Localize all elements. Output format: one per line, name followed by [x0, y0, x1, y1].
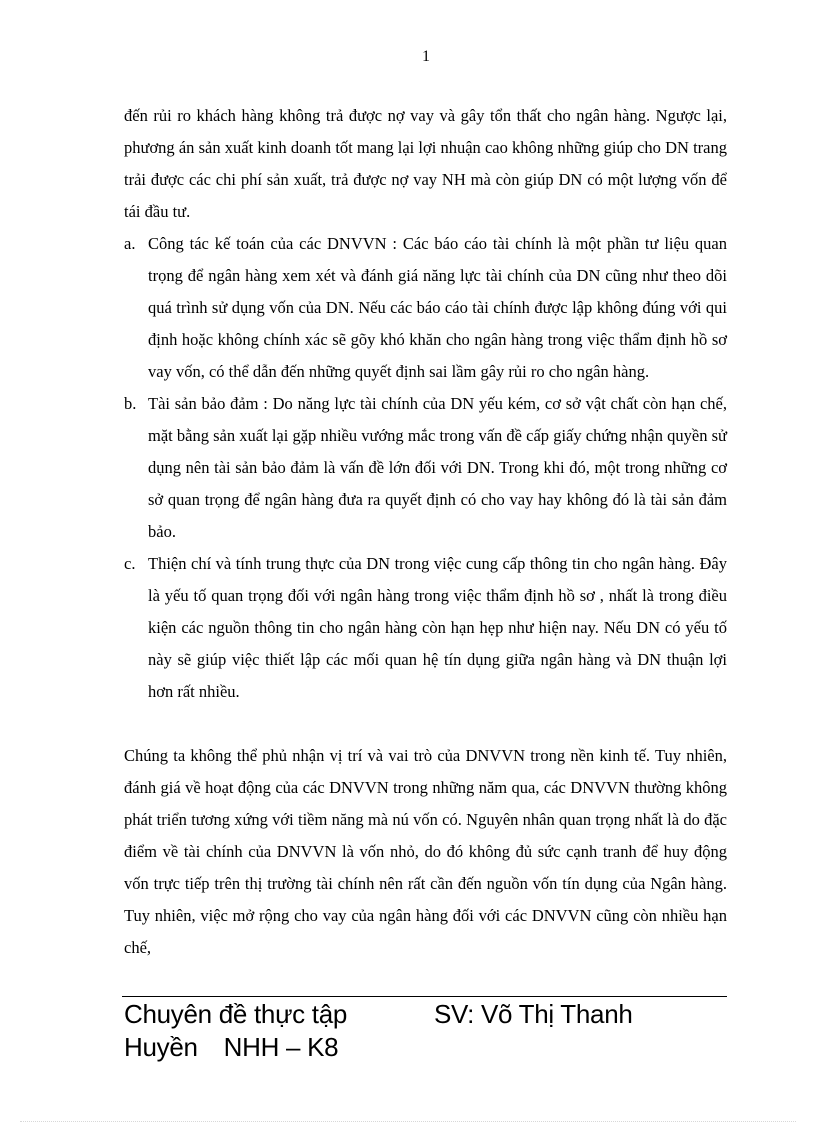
footer-divider [122, 996, 727, 997]
conclusion-paragraph: Chúng ta không thể phủ nhận vị trí và vai trò của DNVVN trong nền kinh tế. Tuy nhiên, đánh giá về hoạt động của các DNVVN trong những năm qua, các DNVVN thường không phát triển tương xứng với tiềm năng mà nú vốn có. Nguyên nhân quan trọng nhất là do đặc điểm về tài chính của DNVVN là vốn nhỏ, do đó không đủ sức cạnh tranh để huy động vốn trực tiếp trên thị trường tài chính nên rất cần đến nguồn vốn tín dụng của Ngân hàng. Tuy nhiên, việc mở rộng cho vay của ngân hàng đối với các DNVVN cũng còn nhiều hạn chế, [124, 746, 727, 957]
footer-class: NHH – K8 [223, 1032, 339, 1062]
list-marker: b. [124, 394, 137, 413]
page-body [124, 100, 727, 964]
page-edge [20, 1121, 796, 1122]
footer-line-1 [124, 998, 684, 1031]
footer-line-2 [124, 1031, 684, 1064]
list-item-text: Tài sản bảo đảm : Do năng lực tài chính của DN yếu kém, cơ sở vật chất còn hạn chế, mặt bằng sản xuất lại gặp nhiều vướng mắc trong vấn đề cấp giấy chứng nhận quyền sử dụng nên tài sản bảo đảm là vấn đề lớn đối với DN. Trong khi đó, một trong những cơ sở quan trọng để ngân hàng đưa ra quyết định có cho vay hay không đó là tài sản đảm bảo. [148, 394, 727, 541]
list-marker: c. [124, 554, 136, 573]
footer-student-name-cont: Huyền [124, 1032, 198, 1062]
paragraph-spacer [124, 708, 727, 740]
list-item-b [124, 388, 727, 548]
page-footer [124, 998, 684, 1064]
list-item-text: Công tác kế toán của các DNVVN : Các báo cáo tài chính là một phần tư liệu quan trọng để ngân hàng xem xét và đánh giá năng lực tài chính của DN cũng như theo dõi quá trình sử dụng vốn của DN. Nếu các báo cáo tài chính được lập không đúng với qui định hoặc không chính xác sẽ gõy khó khăn cho ngân hàng trong việc thẩm định hồ sơ vay vốn, có thể dẫn đến những quyết định sai lầm gây rủi ro cho ngân hàng. [148, 234, 727, 381]
page-number: 1 [422, 48, 430, 65]
list-item-text: Thiện chí và tính trung thực của DN trong việc cung cấp thông tin cho ngân hàng. Đây là yếu tố quan trọng đối với ngân hàng trong việc thẩm định hồ sơ , nhất là trong điều kiện các nguồn thông tin cho ngân hàng còn hạn hẹp như hiện nay. Nếu DN có yếu tố này sẽ giúp việc thiết lập các mối quan hệ tín dụng giữa ngân hàng và DN thuận lợi hơn rất nhiều. [148, 554, 727, 701]
footer-student: SV: Võ Thị Thanh [434, 999, 633, 1029]
factor-list [124, 228, 727, 708]
list-marker: a. [124, 234, 136, 253]
list-item-c [124, 548, 727, 708]
list-item-a [124, 228, 727, 388]
footer-report-title: Chuyên đề thực tập [124, 999, 348, 1029]
intro-paragraph: đến rủi ro khách hàng không trả được nợ vay và gây tổn thất cho ngân hàng. Ngược lại, phương án sản xuất kinh doanh tốt mang lại lợi nhuận cao không những giúp cho DN trang trải được các chi phí sản xuất, trả được nợ vay NH mà còn giúp DN có một lượng vốn để tái đầu tư. [124, 106, 727, 221]
